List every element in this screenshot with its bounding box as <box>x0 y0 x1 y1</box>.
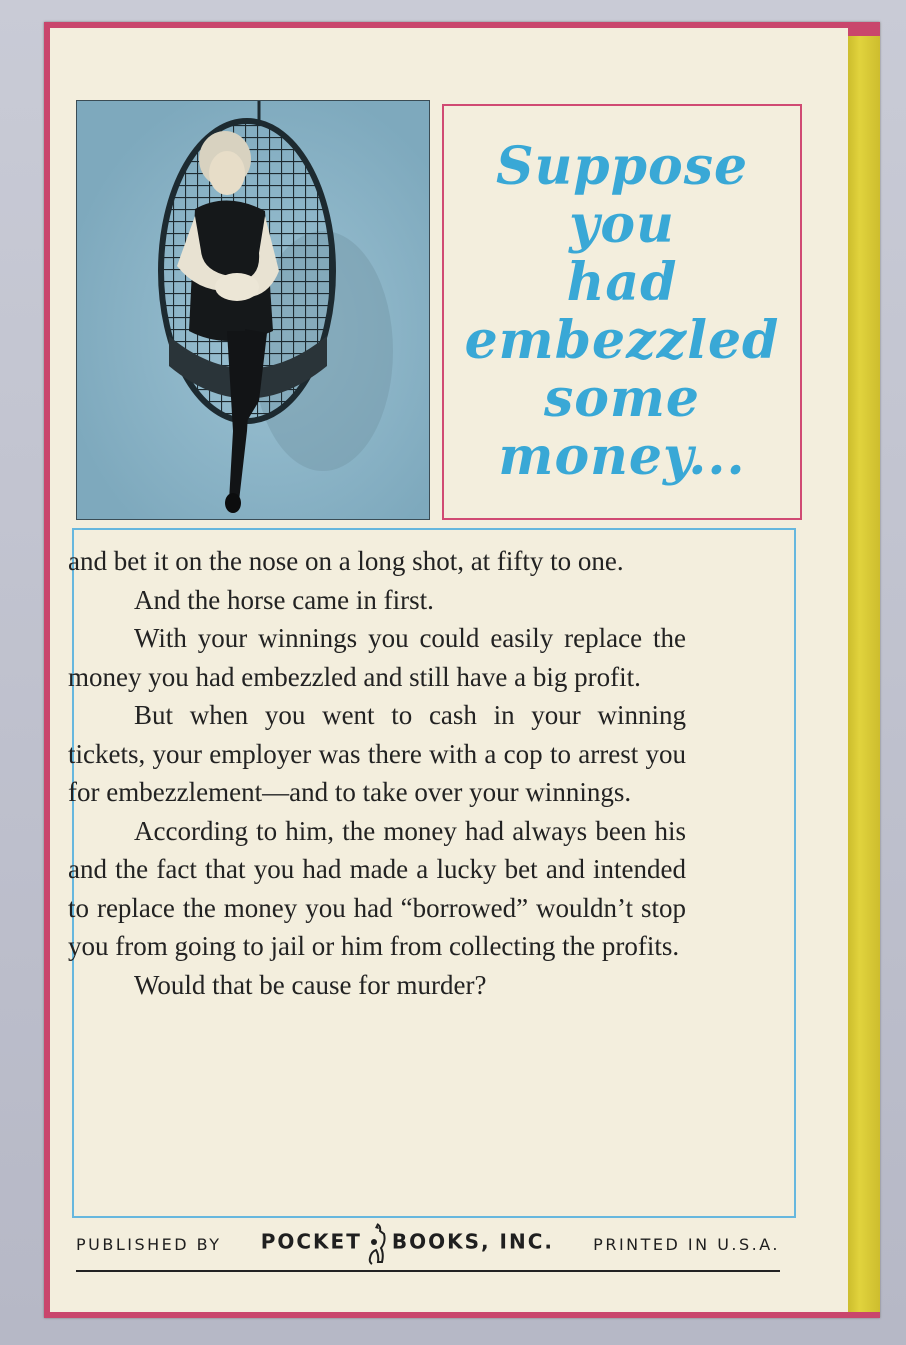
headline-line-3: had <box>566 252 678 313</box>
blurb-paragraph-3: With your winnings you could easily replace the money you had embezzled and still have a big profit. <box>68 623 686 692</box>
blurb-paragraph-5: According to him, the money had always been his and the fact that you had made a lucky bet and intended to replace the money you had “borrowed” wouldn’t stop you from going to jail or him from collecting the profits. <box>68 815 686 961</box>
book-spine <box>846 36 880 1312</box>
headline-line-6: money... <box>498 426 746 487</box>
cover-photo <box>76 100 430 520</box>
headline-line-4: embezzled <box>464 310 780 371</box>
blurb-paragraph-1: and bet it on the nose on a long shot, at fifty to one. <box>68 546 624 576</box>
blurb-paragraph-2: And the horse came in first. <box>134 584 434 615</box>
publisher-pocket: POCKET <box>260 1229 362 1254</box>
publisher-footer <box>76 1222 780 1272</box>
kangaroo-logo-icon <box>366 1222 388 1266</box>
blurb-text <box>68 542 686 1004</box>
blurb-paragraph-4: But when you went to cash in your winning tickets, your employer was there with a cop to arrest you for embezzlement—and to take over your winnings. <box>68 700 686 807</box>
printed-in-label: PRINTED IN U.S.A. <box>593 1234 780 1254</box>
woman-in-hanging-chair-image <box>77 101 429 519</box>
published-by-label: PUBLISHED BY <box>76 1234 222 1254</box>
headline-line-2: you <box>569 194 675 255</box>
blurb-paragraph-6: Would that be cause for murder? <box>134 969 487 1000</box>
headline-box <box>442 104 802 520</box>
headline-line-1: Suppose <box>495 136 749 197</box>
publisher-books: BOOKS, INC. <box>391 1229 555 1254</box>
headline-line-5: some <box>543 368 701 429</box>
publisher-name <box>261 1222 554 1266</box>
